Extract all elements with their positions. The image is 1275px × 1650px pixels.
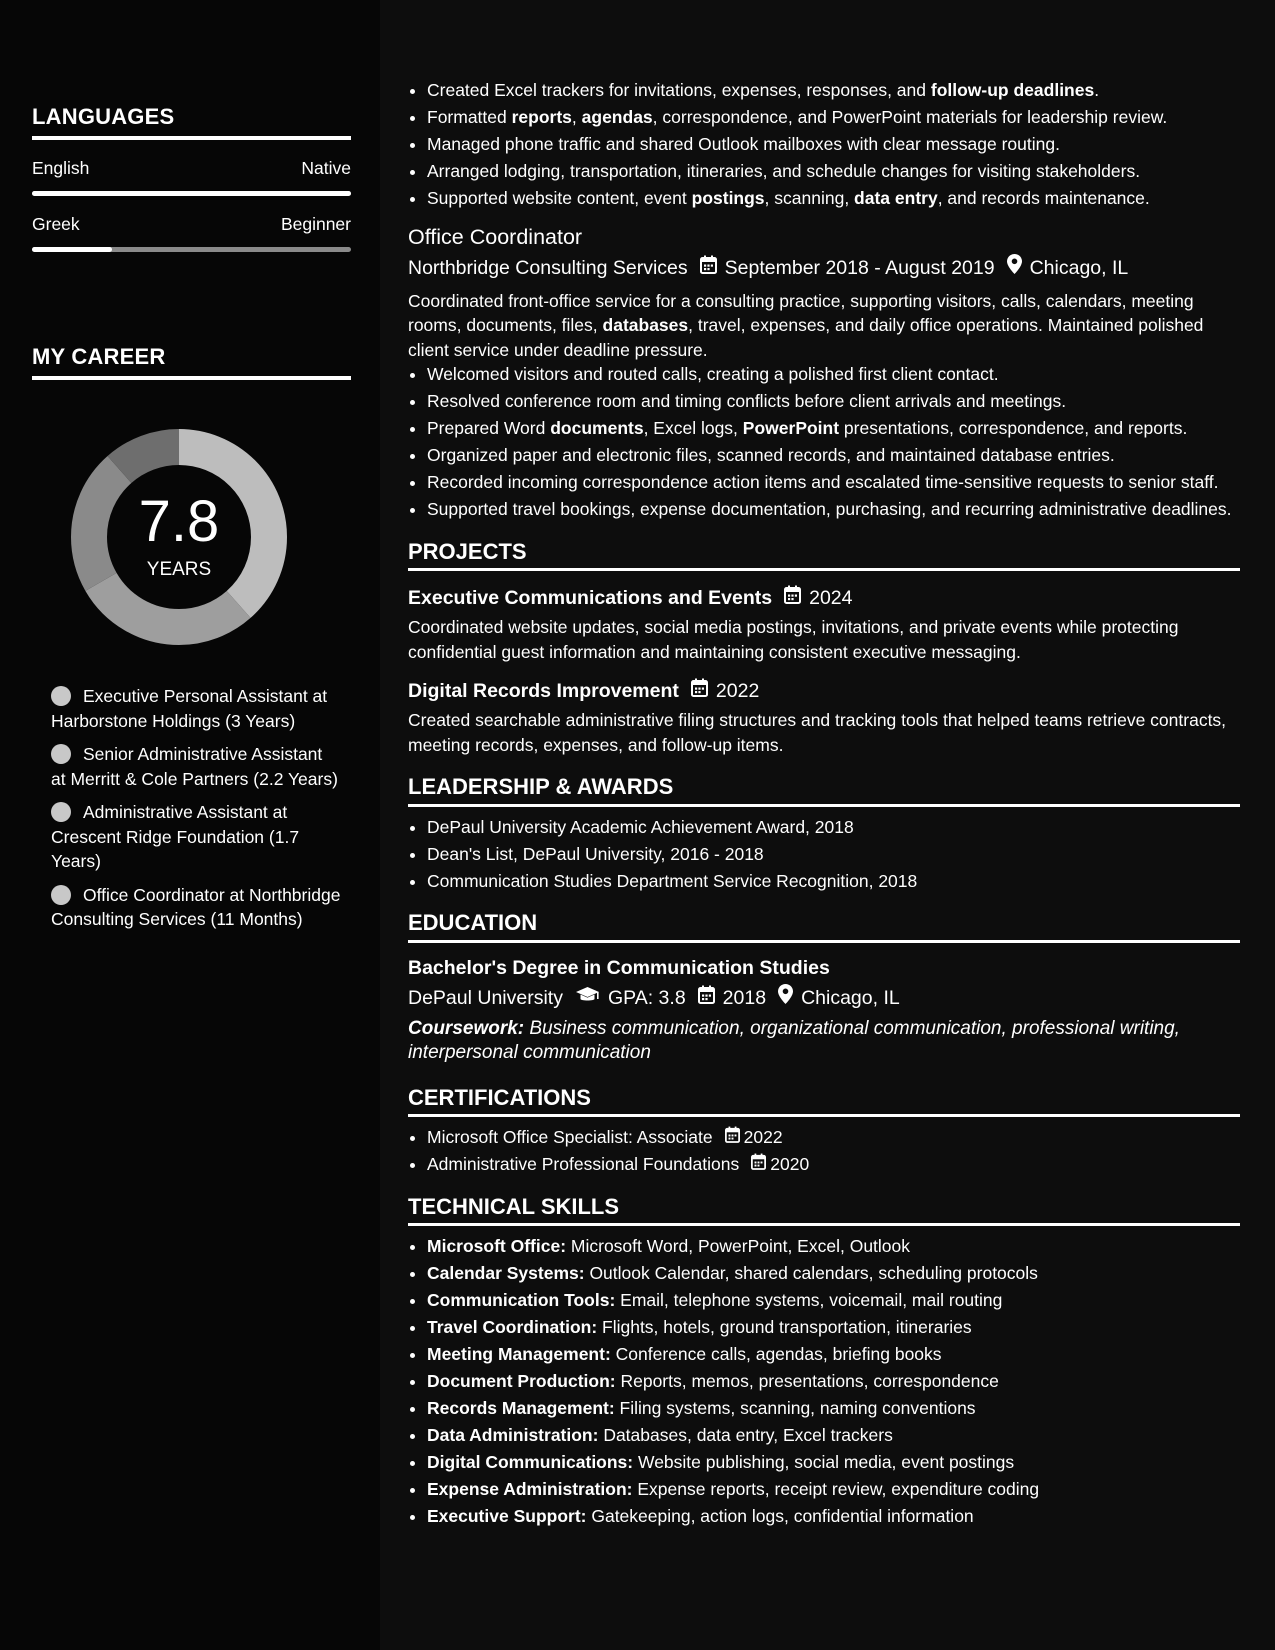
list-item: • Microsoft Office: Microsoft Word, PowerPoint, Excel, Outlook [427,1234,1240,1259]
language-item [32,158,351,196]
project-year: 2022 [715,680,760,702]
list-item: • Created Excel trackers for invitations, expenses, responses, and follow-up deadlines. [427,78,1240,103]
bullet-dot-icon [51,802,71,822]
career-item-text: Senior Administrative Assistant at Merritt & Cole Partners (2.2 Years) [51,744,338,789]
calendar-icon [698,984,715,1012]
graduation-year: 2018 [722,986,767,1009]
list-item: • Data Administration: Databases, data entry, Excel trackers [427,1423,1240,1448]
coursework: Coursework: Business communication, organizational communication, professional writing, interpersonal communication [408,1017,1180,1063]
job-company: Northbridge Consulting Services [408,256,688,279]
education-heading: EDUCATION [408,911,1240,943]
language-item [32,214,351,252]
job-meta [408,254,1240,282]
career-section [32,344,351,380]
list-item: • Dean's List, DePaul University, 2016 - 2018 [427,842,1240,867]
job-location: Chicago, IL [1029,256,1129,279]
career-item-text: Office Coordinator at Northbridge Consulting Services (11 Months) [51,884,341,929]
list-item: • Document Production: Reports, memos, presentations, correspondence [427,1369,1240,1394]
list-item: • Executive Support: Gatekeeping, action logs, confidential information [427,1504,1240,1529]
bullet-dot-icon [51,744,71,764]
list-item: • Supported travel bookings, expense documentation, purchasing, and recurring administrative deadlines. [427,497,1240,522]
list-item: • Supported website content, event postings, scanning, data entry, and records maintenance. [427,186,1240,211]
job-bullets [408,362,1240,522]
certifications-heading: CERTIFICATIONS [408,1086,1240,1118]
main-content [408,78,1240,1531]
skills-heading: TECHNICAL SKILLS [408,1195,1240,1227]
education-meta [408,984,1240,1012]
languages-heading: LANGUAGES [32,104,351,140]
degree-title: Bachelor's Degree in Communication Studies [408,956,830,979]
list-item: • Organized paper and electronic files, scanned records, and maintained database entries. [427,443,1240,468]
career-item-text: Executive Personal Assistant at Harborstone Holdings (3 Years) [51,686,328,731]
career-item [51,800,341,874]
bullet-dot-icon [51,885,71,905]
list-item: • Welcomed visitors and routed calls, creating a polished first client contact. [427,362,1240,387]
calendar-icon [751,1152,766,1177]
project-description: Coordinated website updates, social media postings, invitations, and private events while protecting confidential guest information and maintaining consistent executive messaging. [408,617,1179,662]
career-item [51,684,341,733]
certification-year: 2022 [743,1127,783,1147]
education-location: Chicago, IL [801,986,900,1009]
previous-job-bullets [408,78,1240,211]
certification-name: • Microsoft Office Specialist: Associate [427,1127,713,1147]
list-item [427,1152,1240,1177]
list-item: • Arranged lodging, transportation, itineraries, and schedule changes for visiting stakeholders. [427,159,1240,184]
list-item: • Managed phone traffic and shared Outlook mailboxes with clear message routing. [427,132,1240,157]
career-heading: MY CAREER [32,344,351,380]
calendar-icon [784,584,801,612]
list-item: • Formatted reports, agendas, correspondence, and PowerPoint materials for leadership review. [427,105,1240,130]
skills-list [408,1234,1240,1529]
list-item: • Recorded incoming correspondence action items and escalated time-sensitive requests to senior staff. [427,470,1240,495]
project-item [408,584,1240,664]
gpa: GPA: 3.8 [607,986,686,1009]
career-item-text: Administrative Assistant at Crescent Ridge Foundation (1.7 Years) [51,802,300,871]
language-level: Native [301,158,351,178]
language-proficiency-bar [32,247,351,252]
certification-name: • Administrative Professional Foundations [427,1154,740,1174]
list-item: • Expense Administration: Expense reports, receipt review, expenditure coding [427,1477,1240,1502]
job-dates: September 2018 - August 2019 [724,256,995,279]
education-entry [408,954,1240,1066]
language-name: Greek [32,214,80,234]
calendar-icon [691,677,708,705]
job-description: Coordinated front-office service for a consulting practice, supporting visitors, calls, calendars, meeting rooms, documents, files, databases, travel, expenses, and daily office operations. Maintained polished client service under deadline pressure. [408,290,1204,360]
language-proficiency-bar [32,191,351,196]
language-proficiency-fill [32,247,112,252]
awards-heading: LEADERSHIP & AWARDS [408,775,1240,807]
list-item: • Digital Communications: Website publishing, social media, event postings [427,1450,1240,1475]
career-donut-chart [65,423,293,651]
list-item [427,1125,1240,1150]
school-name: DePaul University [408,986,563,1009]
graduation-cap-icon [575,984,600,1012]
location-pin-icon [778,984,793,1012]
list-item: • Prepared Word documents, Excel logs, PowerPoint presentations, correspondence, and reports. [427,416,1240,441]
bullet-dot-icon [51,686,71,706]
projects-heading: PROJECTS [408,540,1240,572]
language-name: English [32,158,90,178]
calendar-icon [725,1125,740,1150]
career-item [51,883,341,932]
list-item: • Records Management: Filing systems, scanning, naming conventions [427,1396,1240,1421]
languages-section [32,104,351,252]
language-proficiency-fill [32,191,351,196]
job-entry [408,223,1240,522]
career-years-label: YEARS [146,559,212,580]
list-item: • Communication Tools: Email, telephone systems, voicemail, mail routing [427,1288,1240,1313]
career-item [51,742,341,791]
language-level: Beginner [280,214,351,234]
list-item: • Resolved conference room and timing conflicts before client arrivals and meetings. [427,389,1240,414]
calendar-icon [700,254,717,282]
career-total-years: 7.8 [138,489,220,554]
list-item: • Calendar Systems: Outlook Calendar, shared calendars, scheduling protocols [427,1261,1240,1286]
project-title: Executive Communications and Events [408,587,773,609]
job-title: Office Coordinator [408,224,583,249]
certifications-list [408,1125,1240,1177]
project-description: Created searchable administrative filing structures and tracking tools that helped teams retrieve contracts, meeting records, expenses, and follow-up items. [408,710,1227,755]
awards-list [408,815,1240,894]
career-list [51,684,341,941]
list-item: • DePaul University Academic Achievement Award, 2018 [427,815,1240,840]
list-item: • Communication Studies Department Service Recognition, 2018 [427,869,1240,894]
list-item: • Meeting Management: Conference calls, agendas, briefing books [427,1342,1240,1367]
list-item: • Travel Coordination: Flights, hotels, ground transportation, itineraries [427,1315,1240,1340]
project-item [408,677,1240,757]
certification-year: 2020 [770,1154,810,1174]
location-pin-icon [1007,254,1022,282]
project-title: Digital Records Improvement [408,680,679,702]
project-year: 2024 [809,587,853,609]
sidebar [0,0,380,1650]
